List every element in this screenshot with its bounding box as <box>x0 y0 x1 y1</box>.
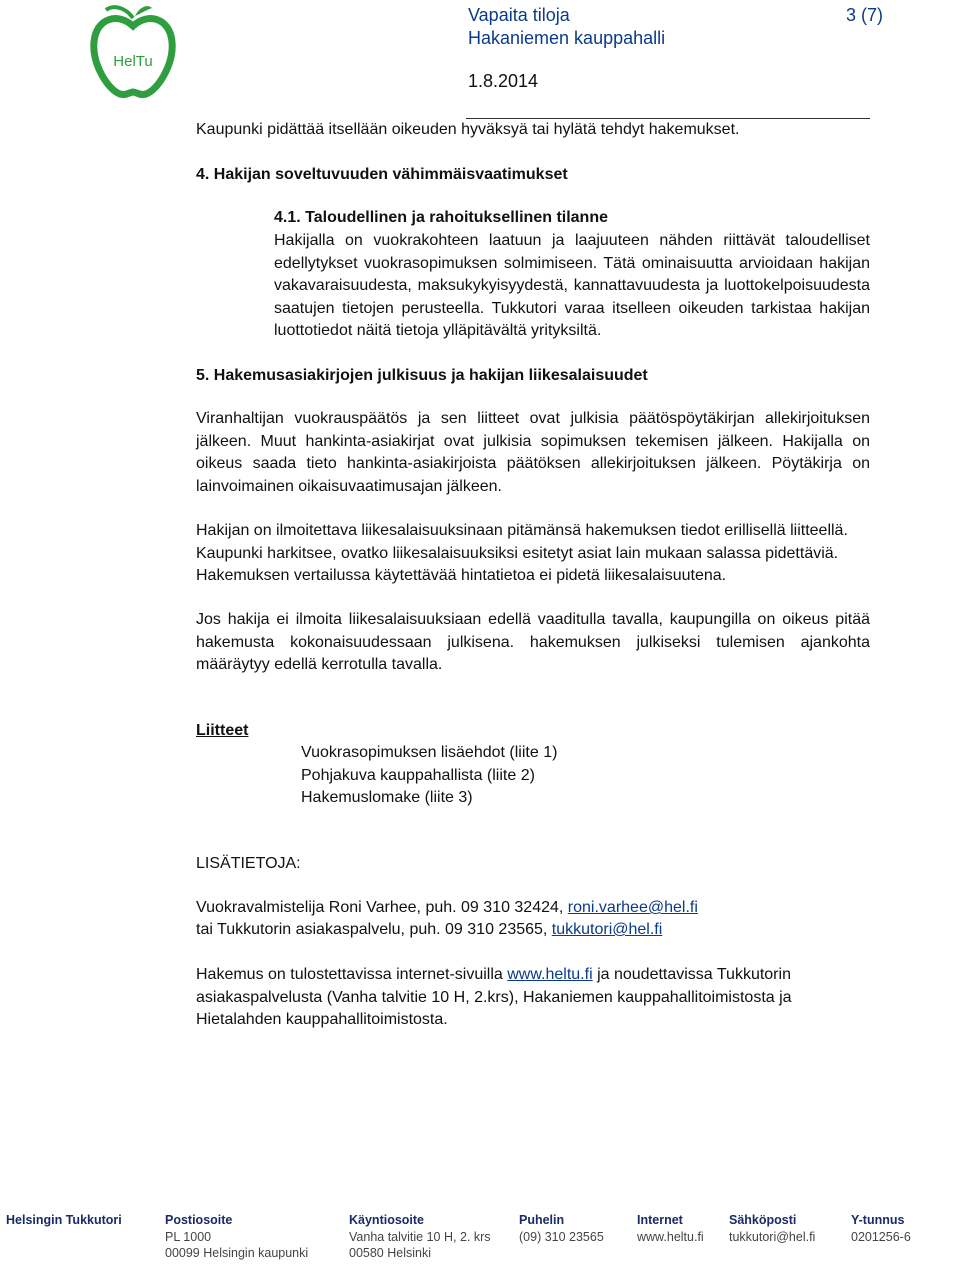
footer-col-business-id <box>851 1212 911 1245</box>
footer-col-head: Postiosoite <box>165 1213 233 1227</box>
footer-col-line: 0201256-6 <box>851 1229 911 1244</box>
logo-text: HelTu <box>113 53 153 70</box>
reserve-paragraph: Kaupunki pidättää itsellään oikeuden hyväksyä tai hylätä tehdyt hakemukset. <box>196 121 740 138</box>
contact-1-text: Vuokravalmistelija Roni Varhee, puh. 09 310 32424, <box>196 899 568 916</box>
attachment-item: Hakemuslomake (liite 3) <box>301 789 473 806</box>
availability-text-1: Hakemus on tulostettavissa internet-sivuilla <box>196 966 508 983</box>
header-date: 1.8.2014 <box>468 71 539 91</box>
email-link-tukkutori[interactable]: tukkutori@hel.fi <box>551 921 663 938</box>
header-title: Vapaita tiloja <box>468 5 570 25</box>
section-4-1-sentence-1: Hakijalla on vuokrakohteen laatuun ja laajuuteen nähden riittävät taloudelliset edellytykset vuokrasopimuksen solmimiseen. <box>274 232 870 272</box>
availability-text-2: ja noudettavissa Tukkutorin asiakaspalvelusta (Vanha talvitie 10 H, 2.krs), Hakaniemen kauppahallitoimistosta ja Hietalahden kauppahallitoimistosta. <box>196 966 792 1028</box>
attachment-item: Vuokrasopimuksen lisäehdot (liite 1) <box>301 744 558 761</box>
footer-col-line: 00580 Helsinki <box>349 1246 431 1260</box>
footer-col-line: PL 1000 <box>165 1229 212 1244</box>
section-5-paragraph-3: Jos hakija ei ilmoita liikesalaisuuksiaan edellä vaaditulla tavalla, kaupungilla on oikeus pitää hakemusta kokonaisuudessaan julkisena. hakemuksen julkiseksi tulemisen ajankohta määräytyy edellä kerrotulla tavalla. <box>196 611 870 673</box>
contact-line-2 <box>196 919 662 942</box>
footer-col-head: Puhelin <box>519 1213 565 1227</box>
footer-col-internet <box>637 1212 704 1245</box>
section-4-1-sentence-2: Tätä ominaisuutta arvioidaan hakijan vakavaraisuudesta, maksukykyisyydestä, kannattavuudesta ja luottokelpoisuudesta saatujen tietojen perusteella. <box>274 254 870 317</box>
section-4-1-sentence-3: Tukkutori varaa itselleen oikeuden tarkistaa hakijan luottotiedot näitä tietoja ylläpitävältä yrityksiltä. <box>274 299 870 339</box>
footer-col-phone <box>519 1212 604 1245</box>
footer-website-link[interactable]: www.heltu.fi <box>637 1229 704 1244</box>
footer-email-link[interactable]: tukkutori@hel.fi <box>729 1229 816 1244</box>
attachments-list <box>301 742 557 810</box>
contact-line-1 <box>196 897 698 920</box>
section-5-heading: 5. Hakemusasiakirjojen julkisuus ja hakijan liikesalaisuudet <box>196 367 648 384</box>
apple-logo-icon <box>88 4 178 100</box>
attachment-item: Pohjakuva kauppahallista (liite 2) <box>301 766 535 784</box>
footer-col-postal <box>165 1212 308 1262</box>
page-number: 3 (7) <box>846 5 884 25</box>
footer-col-line: Vanha talvitie 10 H, 2. krs <box>349 1229 491 1244</box>
footer-col-email <box>729 1212 815 1245</box>
footer-org-name: Helsingin Tukkutori <box>6 1213 122 1227</box>
section-4-1-body <box>274 230 870 343</box>
info-heading: LISÄTIETOJA: <box>196 855 301 872</box>
section-4-1-heading: 4.1. Taloudellinen ja rahoituksellinen tilanne <box>274 209 608 226</box>
footer-col-head: Y-tunnus <box>851 1213 905 1227</box>
footer-col-visit <box>349 1212 491 1262</box>
footer-col-head: Sähköposti <box>729 1213 797 1227</box>
footer-col-head: Internet <box>637 1213 683 1227</box>
header-subtitle: Hakaniemen kauppahalli <box>468 28 666 48</box>
footer-org <box>6 1212 122 1229</box>
section-5-paragraph-1: Viranhaltijan vuokrauspäätös ja sen liitteet ovat julkisia päätöspöytäkirjan allekirjoituksen jälkeen. Muut hankinta-asiakirjat ovat julkisia sopimuksen tekemisen jälkeen. Hakijalla on oikeus saada tieto hankinta-asiakirjoista päätöksen allekirjoituksen jälkeen. Pöytäkirja on lainvoimainen oikaisuvaatimusajan jälkeen. <box>196 410 870 495</box>
attachments-heading: Liitteet <box>196 722 249 739</box>
section-4-heading: 4. Hakijan soveltuvuuden vähimmäisvaatimukset <box>196 166 568 183</box>
footer-col-line: (09) 310 23565 <box>519 1229 604 1244</box>
website-link[interactable]: www.heltu.fi <box>507 966 593 983</box>
footer-col-head: Käyntiosoite <box>349 1213 425 1227</box>
contact-2-text: tai Tukkutorin asiakaspalvelu, puh. 09 310 23565, <box>196 921 552 938</box>
email-link-roni[interactable]: roni.varhee@hel.fi <box>567 899 698 916</box>
section-5-line-3: Hakemuksen vertailussa käytettävää hintatietoa ei pidetä liikesalaisuutena. <box>196 567 727 584</box>
section-5-line-1: Hakijan on ilmoitettava liikesalaisuuksinaan pitämänsä hakemuksen tiedot erillisellä liitteellä. <box>196 522 848 539</box>
section-5-paragraph-2 <box>196 520 886 588</box>
heltu-logo <box>88 4 178 100</box>
footer-col-line: 00099 Helsingin kaupunki <box>165 1246 309 1260</box>
availability-paragraph <box>196 964 796 1032</box>
section-5-line-2: Kaupunki harkitsee, ovatko liikesalaisuuksiksi esitetyt asiat lain mukaan salassa pidettäviä. <box>196 544 839 562</box>
